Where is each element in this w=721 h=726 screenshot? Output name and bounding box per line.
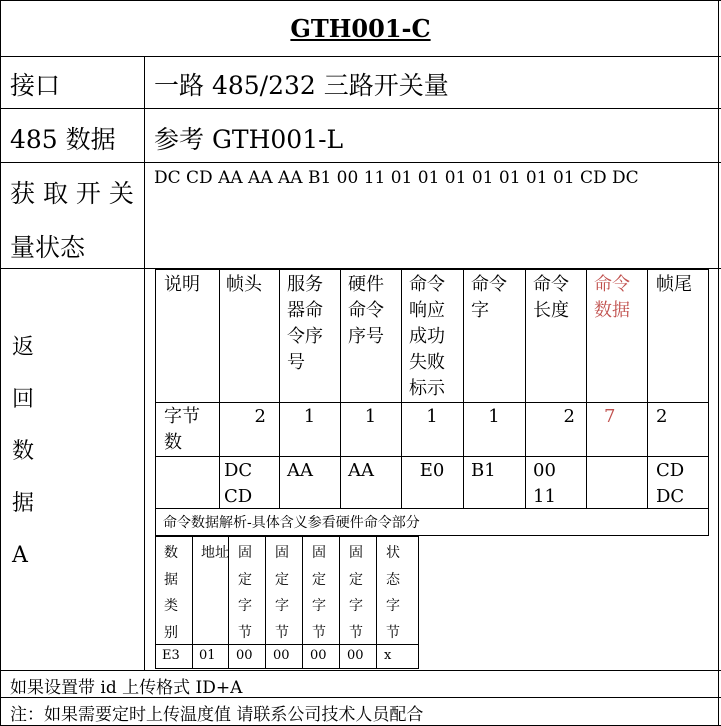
ft-bytes-cmd-data: 7	[604, 406, 616, 427]
ft-col-8	[647, 269, 648, 509]
dt-value-type: E3	[162, 648, 180, 663]
return-char-5: A	[12, 543, 28, 568]
ft-bytes-frame-tail: 2	[656, 406, 668, 427]
border-row3	[0, 162, 721, 163]
dt-col-1	[192, 536, 193, 669]
ft-col-2	[279, 269, 280, 509]
border-row2	[0, 108, 721, 109]
ft-value-frame-tail: CD DC	[656, 460, 685, 507]
ft-value-frame-head: DC CD	[224, 460, 253, 507]
dt-col-4	[302, 536, 303, 669]
dt-header-status: 状态字节	[386, 545, 400, 641]
return-char-2: 回	[12, 387, 35, 412]
ft-bytes-hw-seq: 1	[364, 406, 377, 427]
return-data-label	[12, 322, 34, 582]
border-row5	[0, 670, 721, 671]
ft-line-bytes	[155, 456, 709, 457]
ft-value-resp-flag: E0	[419, 460, 445, 481]
ft-header-frame-head: 帧头	[226, 274, 262, 295]
dt-value-fixed-3: 00	[310, 648, 327, 663]
ft-col-1	[219, 269, 220, 509]
ft-line-header	[155, 402, 709, 403]
dt-col-3	[265, 536, 266, 669]
page-title: GTH001-C	[290, 14, 431, 43]
ft-header-cmd-len: 命令长度	[533, 274, 569, 321]
ft-header-cmd-data: 命令数据	[594, 274, 630, 321]
border-label-col	[144, 56, 145, 670]
dt-value-fixed-4: 00	[347, 648, 364, 663]
get-status-value: DC CD AA AA AA B1 00 11 01 01 01 01 01 01 01 CD DC	[154, 168, 639, 188]
dt-header-fixed-2: 固定字节	[275, 545, 289, 641]
ft-header-frame-tail: 帧尾	[656, 274, 692, 295]
dt-header-fixed-3: 固定字节	[312, 545, 326, 641]
dt-value-fixed-2: 00	[273, 648, 290, 663]
border-top	[0, 0, 721, 1]
ft-bytes-server-seq: 1	[303, 406, 316, 427]
ft-value-cmd-word: B1	[471, 460, 496, 481]
border-left	[0, 0, 1, 726]
border-row1	[0, 56, 721, 57]
ft-col-9	[708, 269, 709, 536]
ft-header-server-seq: 服务器命令序号	[287, 274, 323, 373]
dt-value-address: 01	[199, 648, 216, 663]
ft-value-hw-seq: AA	[348, 460, 374, 481]
ft-note: 命令数据解析-具体含义参看硬件命令部分	[163, 515, 420, 531]
get-status-label-line1: 获 取 开 关	[10, 179, 134, 208]
ft-header-cmd-word: 命令字	[471, 274, 507, 321]
ft-value-server-seq: AA	[287, 460, 313, 481]
ft-bytes-resp-flag: 1	[426, 406, 438, 427]
ft-col-6	[525, 269, 526, 509]
get-status-label-line2: 量状态	[10, 233, 86, 262]
ft-bytes-cmd-word: 1	[488, 406, 500, 427]
footer-line-2: 注：如果需要定时上传温度值 请联系公司技术人员配合	[10, 705, 424, 725]
return-char-3: 数	[12, 439, 35, 464]
ft-bytes-cmd-len: 2	[563, 406, 575, 427]
ft-col-7	[586, 269, 587, 509]
ft-line-top	[155, 269, 709, 270]
dt-line-top	[155, 536, 419, 537]
dt-header-fixed-1: 固定字节	[238, 545, 252, 641]
ft-header-resp-flag: 命令响应成功失败标示	[409, 274, 445, 399]
interface-value: 一路 485/232 三路开关量	[154, 71, 449, 100]
ft-col-5	[463, 269, 464, 509]
dt-col-7	[418, 536, 419, 669]
ft-col-0	[155, 269, 156, 536]
ft-value-cmd-len: 00 11	[533, 460, 556, 507]
dt-col-6	[376, 536, 377, 669]
dt-col-0	[155, 536, 156, 669]
ft-col-3	[340, 269, 341, 509]
footer-line-1: 如果设置带 id 上传格式 ID+A	[10, 678, 243, 698]
dt-line-bottom	[155, 668, 419, 669]
return-char-1: 返	[12, 335, 35, 360]
border-right	[718, 0, 719, 726]
ft-header-desc: 说明	[164, 274, 200, 295]
dt-value-fixed-1: 00	[236, 648, 253, 663]
ft-header-hw-seq: 硬件命令序号	[348, 274, 384, 347]
data485-label: 485 数据	[10, 125, 116, 154]
data485-value: 参考 GTH001-L	[154, 125, 344, 154]
return-char-4: 据	[12, 491, 35, 516]
ft-bytes-label: 字节数	[164, 406, 200, 453]
interface-label: 接口	[10, 71, 61, 100]
dt-header-fixed-4: 固定字节	[349, 545, 363, 641]
dt-header-address: 地址	[201, 545, 229, 561]
dt-value-status: x	[384, 648, 392, 663]
ft-bytes-frame-head: 2	[254, 406, 266, 427]
dt-header-type: 数据类别	[164, 545, 178, 641]
dt-col-5	[339, 536, 340, 669]
